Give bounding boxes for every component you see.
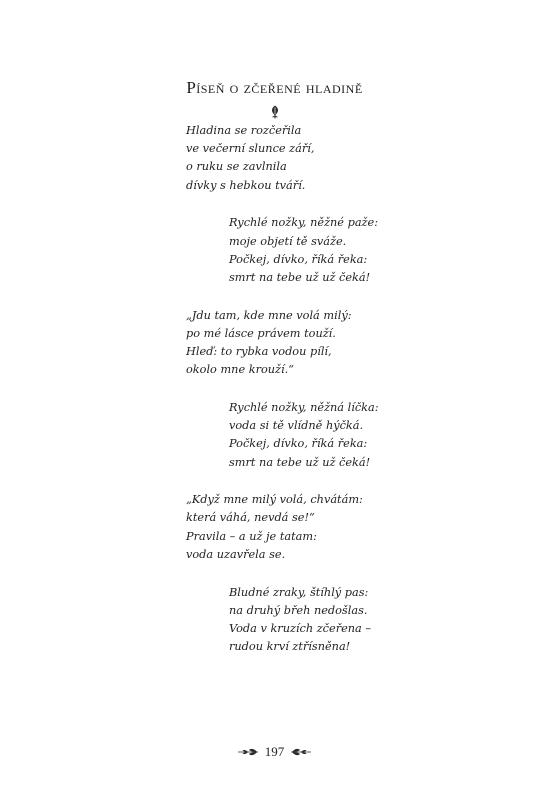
stanza bbox=[0, 491, 549, 564]
page-footer bbox=[0, 744, 549, 760]
poem-body bbox=[0, 122, 549, 656]
page-title: Píseň o zčeřené hladině bbox=[186, 78, 363, 97]
verse-line: na druhý břeh nedošlas. bbox=[229, 603, 368, 617]
verse-line: Bludné zraky, štíhlý pas: bbox=[229, 585, 369, 599]
verse-line: smrt na tebe už už čeká! bbox=[229, 455, 371, 469]
verse-line: Hladina se rozčeřila bbox=[186, 124, 302, 137]
verse-line: moje objetí tě sváže. bbox=[229, 234, 347, 248]
page-number: 197 bbox=[264, 744, 285, 759]
verse-line: okolo mne krouží.“ bbox=[186, 363, 294, 377]
verse-line: „Jdu tam, kde mne volá milý: bbox=[186, 308, 352, 322]
verse-line: voda uzavřela se. bbox=[186, 547, 286, 561]
verse-line: po mé lásce právem touží. bbox=[186, 326, 336, 340]
verse-line: o ruku se zavlnila bbox=[186, 160, 287, 174]
verse-line: ve večerní slunce září, bbox=[186, 142, 315, 156]
verse-line: která váhá, nevdá se!“ bbox=[186, 511, 315, 525]
leaf-sprig-icon bbox=[290, 747, 312, 757]
leaf-sprig-icon bbox=[237, 747, 259, 757]
verse-line: voda si tě vlídně hýčká. bbox=[229, 419, 364, 433]
verse-line: Rychlé nožky, něžné paže: bbox=[229, 216, 378, 230]
verse-line: smrt na tebe už už čeká! bbox=[229, 270, 371, 284]
verse-line: rudou krví ztřísněna! bbox=[229, 640, 351, 654]
verse-line: „Když mne milý volá, chvátám: bbox=[186, 493, 363, 507]
verse-line: Počkej, dívko, říká řeka: bbox=[229, 252, 368, 266]
verse-line: Pravila – a už je tatam: bbox=[186, 529, 317, 543]
stanza bbox=[0, 307, 549, 380]
title-ornament bbox=[0, 105, 549, 119]
stanza bbox=[0, 122, 549, 195]
refrain-stanza bbox=[0, 584, 549, 657]
leaf-fleuron-icon bbox=[269, 105, 281, 119]
verse-line: Počkej, dívko, říká řeka: bbox=[229, 437, 368, 451]
verse-line: Voda v kruzích zčeřena – bbox=[229, 621, 372, 635]
refrain-stanza bbox=[0, 399, 549, 472]
refrain-stanza bbox=[0, 214, 549, 287]
verse-line: Rychlé nožky, něžná líčka: bbox=[229, 400, 379, 414]
verse-line: dívky s hebkou tváří. bbox=[186, 178, 306, 192]
verse-line: Hleď: to rybka vodou pílí, bbox=[186, 345, 332, 359]
